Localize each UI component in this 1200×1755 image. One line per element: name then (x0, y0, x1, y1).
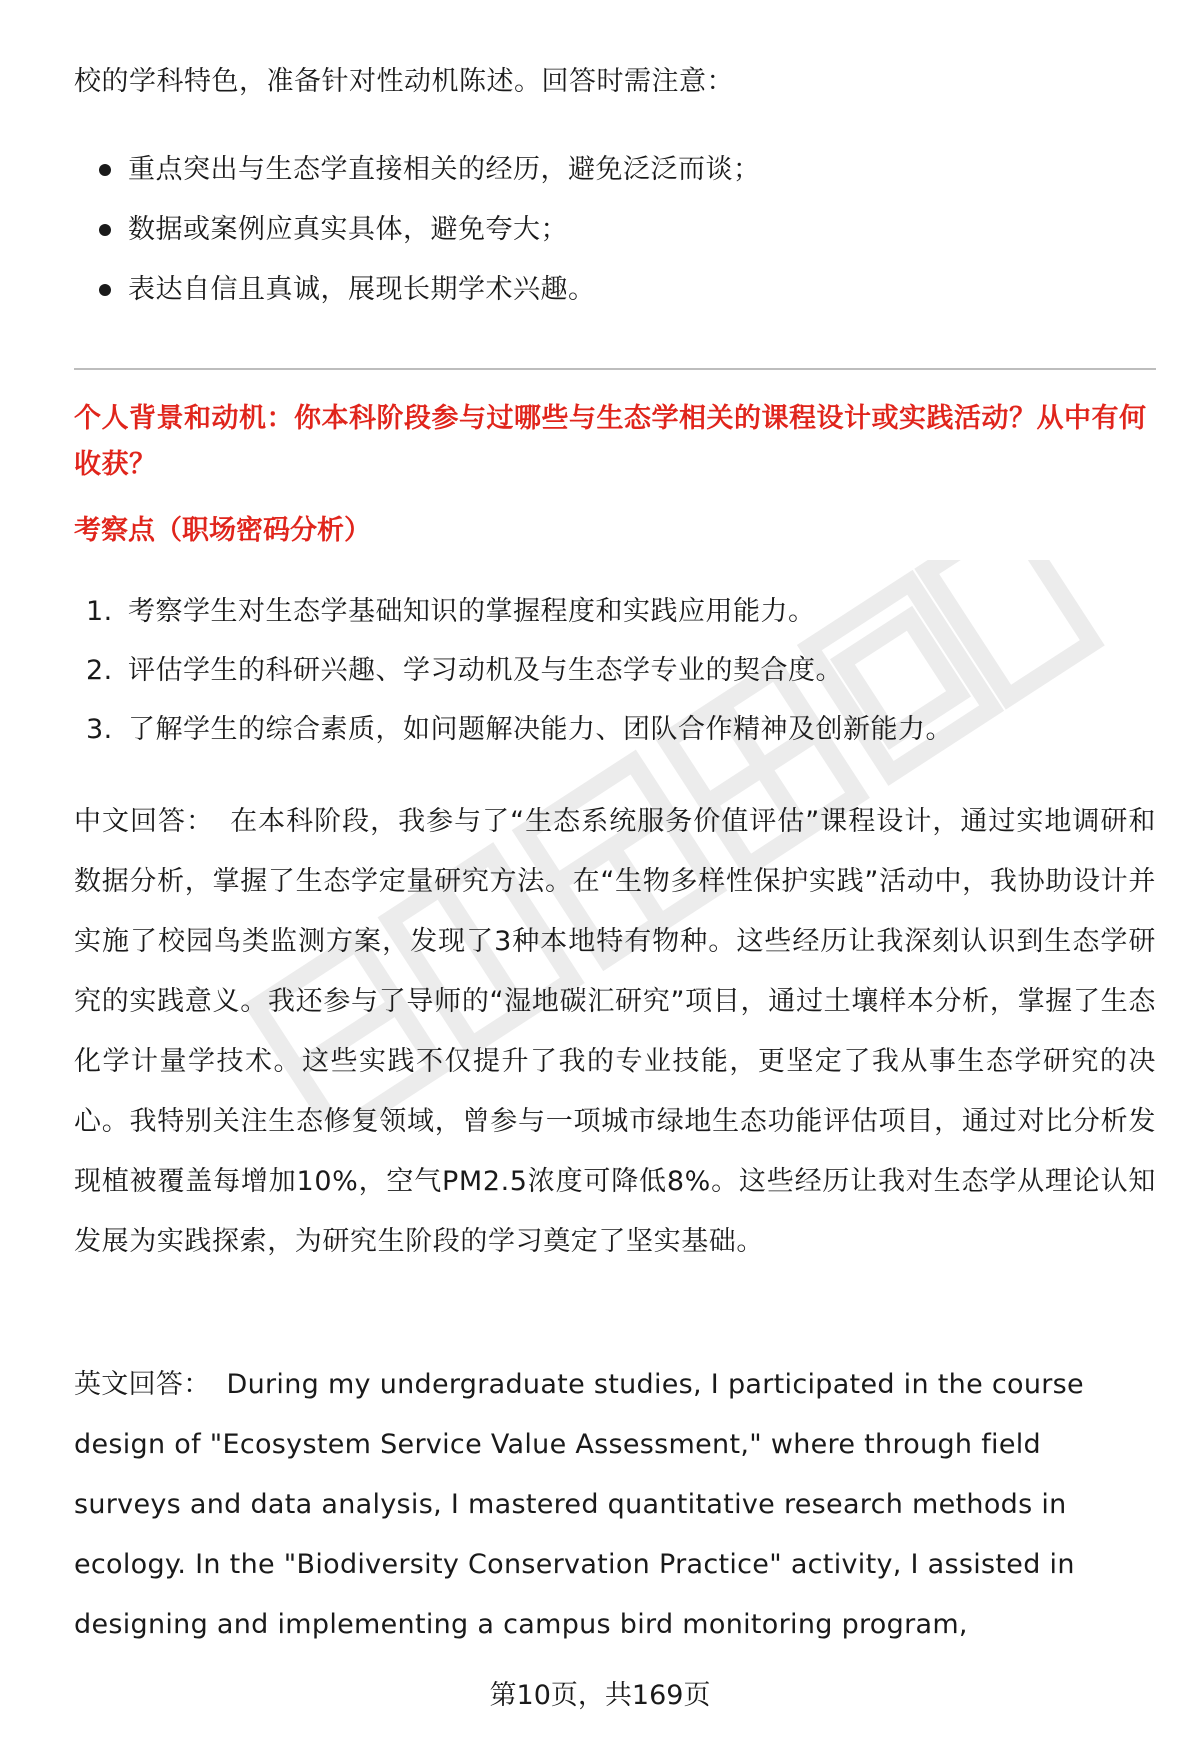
list-item-text: 评估学生的科研兴趣、学习动机及与生态学专业的契合度。 (128, 655, 843, 686)
list-number: 3. (86, 714, 113, 745)
list-item-text: 了解学生的综合素质，如问题解决能力、团队合作精神及创新能力。 (128, 714, 953, 745)
question-heading: 个人背景和动机：你本科阶段参与过哪些与生态学相关的课程设计或实践活动？从中有何收获？ (74, 403, 1147, 480)
page-number-footer: 第10页，共169页 (489, 1680, 711, 1711)
bullet-icon (99, 164, 111, 176)
list-number: 1. (86, 596, 113, 627)
list-number: 2. (86, 655, 113, 686)
intro-text: 校的学科特色，准备针对性动机陈述。回答时需注意： (74, 66, 734, 97)
list-item (74, 582, 953, 641)
list-item (74, 140, 761, 200)
assessment-subheading: 考察点（职场密码分析） (74, 515, 371, 546)
bullet-icon (99, 224, 111, 236)
bullet-icon (99, 284, 111, 296)
list-item (74, 700, 953, 759)
english-answer-text: During my undergraduate studies, I participated in the course design of "Ecosystem Service Value Assessment," where through field surveys and data analysis, I mastered quantitative research methods in ecology. In the "Biodiversity Conservation Practice" activity, I assisted in designing and implementing a campus bird monitoring program, (74, 1369, 1084, 1640)
chinese-answer-label: 中文回答： (74, 806, 215, 837)
list-item-text: 考察学生对生态学基础知识的掌握程度和实践应用能力。 (128, 596, 816, 627)
section-divider (74, 368, 1156, 370)
list-item-text: 表达自信且真诚，展现长期学术兴趣。 (128, 274, 596, 305)
chinese-answer (74, 792, 1156, 1272)
list-item (74, 641, 953, 700)
english-answer (74, 1355, 1156, 1655)
chinese-answer-text: 在本科阶段，我参与了“生态系统服务价值评估”课程设计，通过实地调研和数据分析，掌握了生态学定量研究方法。在“生物多样性保护实践”活动中，我协助设计并实施了校园鸟类监测方案，发现了3种本地特有物种。这些经历让我深刻认识到生态学研究的实践意义。我还参与了导师的“湿地碳汇研究”项目，通过土壤样本分析，掌握了生态化学计量学技术。这些实践不仅提升了我的专业技能，更坚定了我从事生态学研究的决心。我特别关注生态修复领域，曾参与一项城市绿地生态功能评估项目，通过对比分析发现植被覆盖每增加10%，空气PM2.5浓度可降低8%。这些经历让我对生态学从理论认知发展为实践探索，为研究生阶段的学习奠定了坚实基础。 (74, 806, 1157, 1257)
assessment-points-list (74, 582, 953, 759)
tips-list (74, 140, 761, 320)
list-item (74, 200, 761, 260)
list-item-text: 数据或案例应真实具体，避免夸大； (128, 214, 568, 245)
english-answer-label: 英文回答： (74, 1369, 211, 1400)
list-item-text: 重点突出与生态学直接相关的经历，避免泛泛而谈； (128, 154, 761, 185)
list-item (74, 260, 761, 320)
